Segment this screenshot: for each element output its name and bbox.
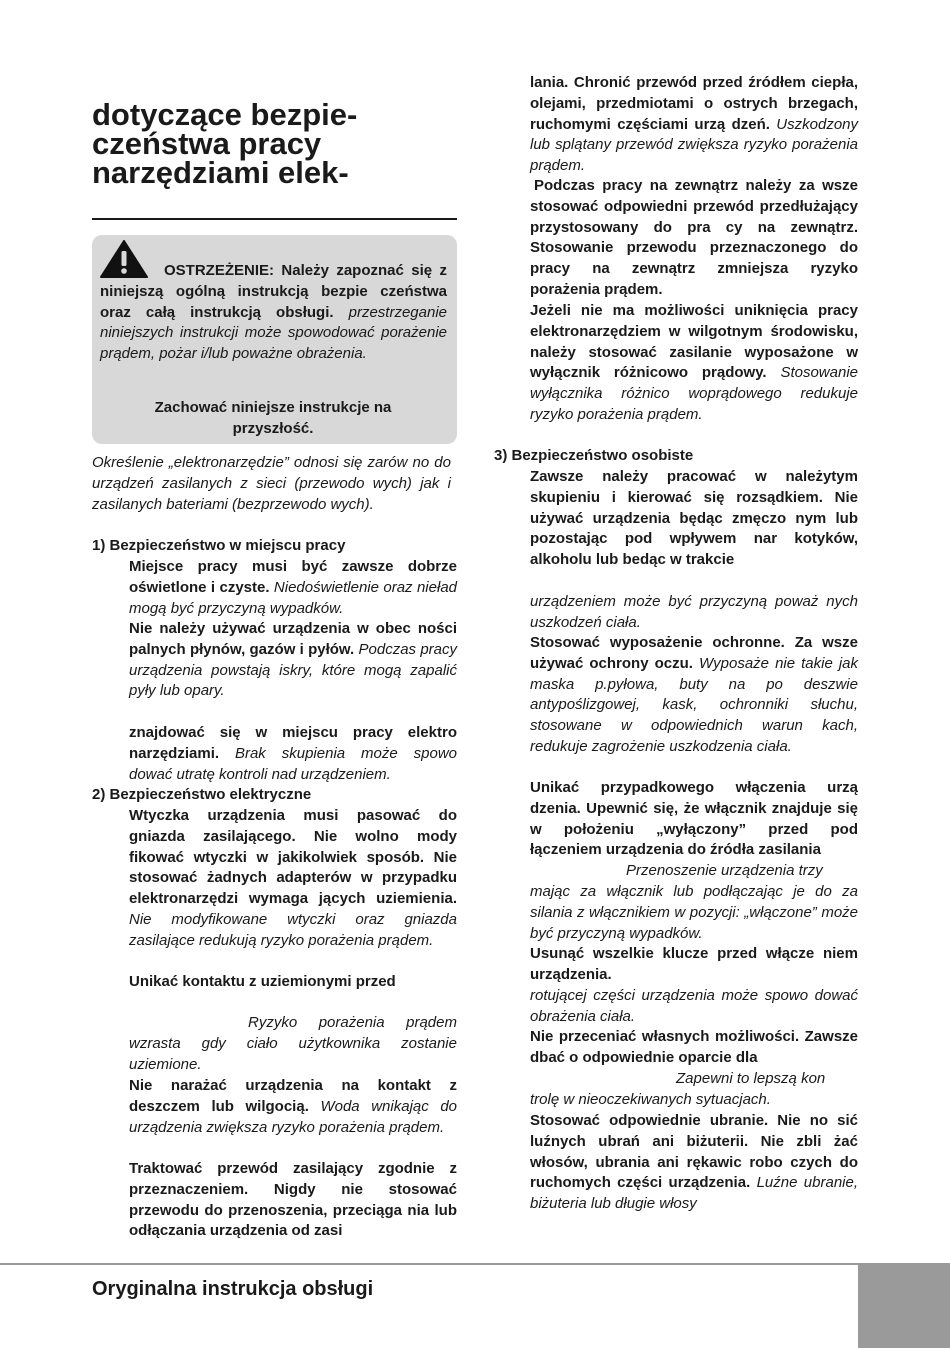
s3-paragraph-3: Unikać przypadkowego włączenia urzą dzenia. Upewnić się, że włącznik znajduje się w położeniu „wyłączony” przed pod łączeniem urządzenia do źródła zasilania xyxy=(530,779,858,859)
s3-paragraph-1-italic: urządzeniem może być przyczyną poważ nych uszkodzeń ciała. xyxy=(530,593,858,631)
s3-paragraph-3-italic-b: mając za włącznik lub podłączając je do za silania z włącznikiem w pozycji: „włączone” może być przyczyną wypadków. xyxy=(530,883,858,942)
section-3-heading: 3) Bezpieczeństwo osobiste xyxy=(494,447,694,464)
s2-paragraph-1: Wtyczka urządzenia musi pasować do gniazda zasilającego. Nie wolno mody fikować wtyczki w jakikolwiek sposób. Nie stosować żadnych adapterów w przypadku elektronarzędzi wymaga jących uziemienia. Nie modyfikowane wtyczki oraz gniazda zasilające redukują ryzyko porażenia prądem. xyxy=(129,807,457,949)
footer-page-tab xyxy=(858,1263,950,1348)
s3-paragraph-1: Zawsze należy pracować w należytym skupieniu i kierować się rozsądkiem. Nie używać urządzenia będąc zmęczo nym lub pozostając pod wpływem nar kotyków, alkoholu lub bedąc w trakcie xyxy=(530,468,858,569)
s3-paragraph-2: Stosować wyposażenie ochronne. Za wsze używać ochrony oczu. Wyposaże nie takie jak maska p.pyłowa, buty na po deszwie antypoślizgowej, kask, ochronniki słuchu, stosowane w odpowiednich warun kach, redukuje zagrożenie uszkodzenia ciała. xyxy=(530,634,859,755)
s2-paragraph-4: Traktować przewód zasilający zgodnie z przeznaczeniem. Nigdy nie stosować przewodu do przenoszenia, przeciąga nia lub odłączania urządzenia od zasi xyxy=(129,1160,457,1240)
warning-label: OSTRZEŻENIE: xyxy=(164,262,275,279)
s2-paragraph-5: Podczas pracy na zewnątrz należy za wsze stosować odpowiedni przewód przedłużający przystosowany do pra cy na zewnątrz. Stosowanie przewodu przeznaczonego do pracy na zewnątrz zmniejsza ryzyko porażenia prądem. xyxy=(530,177,858,298)
section-title: dotyczące bezpie- czeństwa pracy narzędziami elek- xyxy=(92,97,358,190)
intro-paragraph: Określenie „elektronarzędzie” odnosi się zarów no do urządzeń zasilanych z sieci (przewodo wych) jak i zasilanych bateriami (bezprzewodo wych). xyxy=(92,454,451,513)
s3-paragraph-5: Nie przeceniać własnych możliwości. Zawsze dbać o odpowiednie oparcie dla xyxy=(530,1028,858,1066)
section-1-heading: 1) Bezpieczeństwo w miejscu pracy xyxy=(92,537,346,554)
s3-paragraph-5-italic-a: Zapewni to lepszą kon xyxy=(676,1070,826,1087)
section-2-heading: 2) Bezpieczeństwo elektryczne xyxy=(92,786,312,803)
s2-paragraph-2-bold: Unikać kontaktu z uziemionymi przed xyxy=(129,973,396,990)
s2-paragraph-3: Nie narażać urządzenia na kontakt z deszczem lub wilgocią. Woda wnikając do urządzenia zwiększa ryzyko porażenia prądem. xyxy=(129,1077,458,1136)
s1-paragraph-3: znajdować się w miejscu pracy elektro narzędziami. Brak skupienia może spowo dować utratę kontroli nad urządzeniem. xyxy=(129,724,458,783)
footer-divider xyxy=(0,1263,858,1265)
s3-paragraph-4: Usunąć wszelkie klucze przed włącze niem urządzenia. xyxy=(530,945,858,983)
s3-paragraph-4-italic: rotującej części urządzenia może spowo dować obrażenia ciała. xyxy=(530,987,858,1025)
s2-paragraph-2-italic: Ryzyko porażenia prądem wzrasta gdy ciało użytkownika zostanie uziemione. xyxy=(129,1014,457,1073)
s3-paragraph-5-italic-b: trolę w nieoczekiwanych sytuacjach. xyxy=(530,1091,771,1108)
s3-paragraph-6: Stosować odpowiednie ubranie. Nie no sić luźnych ubrań ani biżuterii. Nie zbli żać włosów, ubrania ani rękawic robo czych do ruchomych części urządzenia. Luźne ubranie, biżuteria lub długie włosy xyxy=(530,1112,859,1213)
s2-paragraph-6: Jeżeli nie ma możliwości uniknięcia pracy elektronarzędziem w wilgotnym środowisku, należy stosować zasilanie wyposażone w wyłącznik różnicowo prądowy. Stosowanie wyłącznika różnico woprądowego redukuje ryzyko porażenia prądem. xyxy=(530,302,859,423)
warning-keep-instructions: Zachować niniejsze instrukcje na przyszłość. xyxy=(154,399,392,437)
footer-title: Oryginalna instrukcja obsługi xyxy=(92,1278,374,1300)
s2-paragraph-4-continued: lania. Chronić przewód przed źródłem ciepła, olejami, przedmiotami o ostrych brzegach, ruchomymi częściami urzą dzeń. Uszkodzony lub splątany przewód zwiększa ryzyko porażenia prądem. xyxy=(530,74,858,175)
warning-text: OSTRZEŻENIE: Należy zapoznać się z niniejszą ogólną instrukcją bezpie czeństwa oraz całą instrukcją obsługi. przestrzeganie niniejszych instrukcji może spowodować porażenie prądem, pożar i/lub poważne obrażenia. xyxy=(100,262,447,363)
title-divider xyxy=(92,218,457,220)
s1-paragraph-1: Miejsce pracy musi być zawsze dobrze oświetlone i czyste. Niedoświetlenie oraz nieład mogą być przyczyną wypadków. xyxy=(129,558,457,617)
s1-paragraph-2: Nie należy używać urządzenia w obec ności palnych płynów, gazów i pyłów. Podczas pracy urządzenia powstają iskry, które mogą zapalić pyły lub opary. xyxy=(129,620,457,700)
s3-paragraph-3-italic-a: Przenoszenie urządzenia trzy xyxy=(626,862,823,879)
